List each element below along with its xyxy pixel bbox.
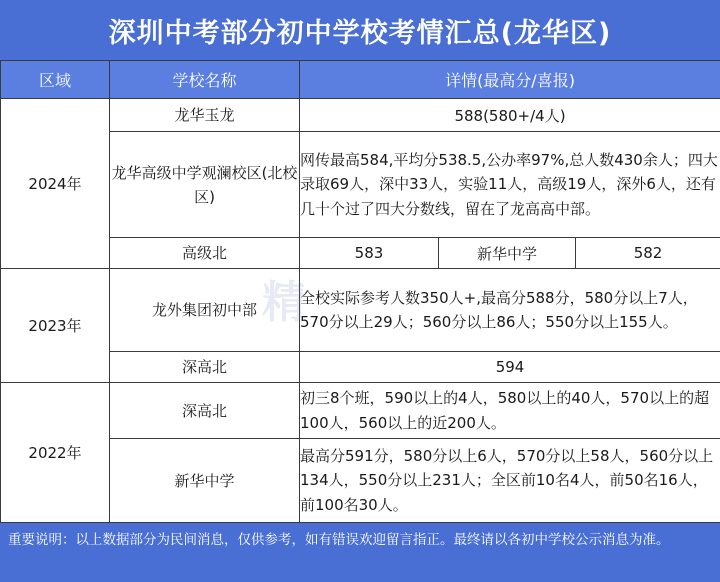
school-detail: 588(580+/4人) (300, 99, 720, 132)
header-school: 学校名称 (110, 61, 300, 99)
school-detail: 网传最高584,平均分538.5,公办率97%,总人数430余人；四大录取69人，深中33人，实验11人，高级19人，深外6人，还有几十个过了四大分数线，留在了龙高高中部。 (300, 132, 720, 238)
info-table (0, 60, 720, 523)
school-score: 583 (300, 238, 439, 269)
table-row (1, 99, 720, 132)
page-title: 深圳中考部分初中学校考情汇总(龙华区) (0, 0, 720, 60)
year-2023: 2023年 (1, 269, 110, 383)
school-name: 深高北 (110, 383, 300, 439)
school-name: 新华中学 (439, 238, 576, 269)
school-detail: 全校实际参考人数350人+,最高分588分，580分以上7人，570分以上29人；560分以上86人；550分以上155人。 (300, 269, 720, 352)
school-name: 龙华高级中学观澜校区(北校区) (110, 132, 300, 238)
school-detail: 最高分591分，580分以上6人，570分以上58人，560分以上134人，550分以上231人；全区前10名4人，前50名16人，前100名30人。 (300, 439, 720, 523)
header-row (1, 61, 720, 99)
table-row (1, 269, 720, 352)
table-row (1, 383, 720, 439)
school-name: 龙外集团初中部 (110, 269, 300, 352)
school-name: 高级北 (110, 238, 300, 269)
school-score: 582 (576, 238, 720, 269)
year-2024: 2024年 (1, 99, 110, 269)
school-name: 深高北 (110, 352, 300, 383)
school-name: 龙华玉龙 (110, 99, 300, 132)
school-detail: 594 (300, 352, 720, 383)
disclaimer-note: 重要说明：以上数据部分为民间消息，仅供参考，如有错误欢迎留言指正。最终请以各初中学校公示消息为准。 (0, 523, 720, 582)
header-detail: 详情(最高分/喜报) (300, 61, 720, 99)
header-region: 区域 (1, 61, 110, 99)
school-detail: 初三8个班，590以上的4人，580以上的40人，570以上的超100人，560以上的近200人。 (300, 383, 720, 439)
watermark: 精 (262, 277, 308, 328)
year-2022: 2022年 (1, 383, 110, 523)
school-name: 新华中学 (110, 439, 300, 523)
